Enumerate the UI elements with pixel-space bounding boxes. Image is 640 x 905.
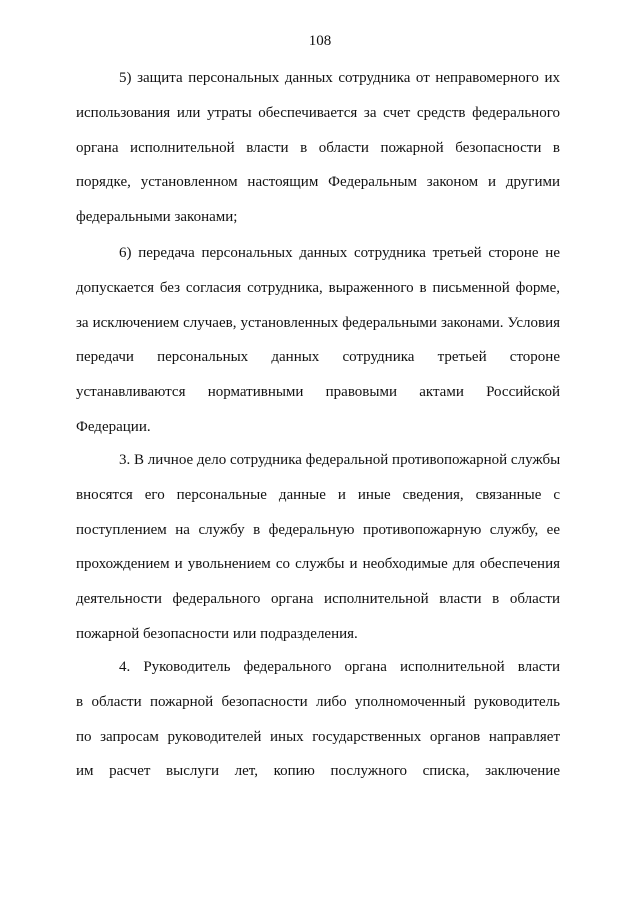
text-line: органа исполнительной власти в области пожарной безопасности в <box>76 139 560 156</box>
paragraph-personal-data-protection <box>76 67 560 241</box>
text-line: по запросам руководителей иных государственных органов направляет <box>76 728 560 745</box>
text-line: 4. Руководитель федерального органа исполнительной власти <box>119 659 560 675</box>
text-line: деятельности федерального органа исполнительной власти в области <box>76 591 560 608</box>
text-line: пожарной безопасности или подразделения. <box>76 625 358 642</box>
text-line: прохождением и увольнением со службы и необходимые для обеспечения <box>76 556 560 573</box>
text-line: 5) защита персональных данных сотрудника от неправомерного их <box>119 70 560 86</box>
text-line: им расчет выслуги лет, копию послужного списка, заключение <box>76 763 560 780</box>
text-line: передачи персональных данных сотрудника третьей стороне <box>76 349 560 366</box>
text-line: 3. В личное дело сотрудника федеральной противопожарной службы <box>119 452 561 468</box>
text-line: поступлением на службу в федеральную противопожарную службу, ее <box>76 521 560 538</box>
text-line: вносятся его персональные данные и иные сведения, связанные с <box>76 486 560 503</box>
text-line: в области пожарной безопасности либо уполномоченный руководитель <box>76 693 560 710</box>
text-line: 6) передача персональных данных сотрудника третьей стороне не <box>119 245 560 261</box>
text-line: порядке, установленном настоящим Федеральным законом и другими <box>76 174 560 191</box>
paragraph-personal-file <box>76 449 560 658</box>
page-number: 108 <box>308 33 332 49</box>
text-line: допускается без согласия сотрудника, выраженного в письменной форме, <box>76 279 560 296</box>
text-line: Федерации. <box>76 418 151 435</box>
paragraph-head-requests <box>76 656 560 795</box>
text-line: устанавливаются нормативными правовыми актами Российской <box>76 384 560 401</box>
text-line: за исключением случаев, установленных федеральными законами. Условия <box>76 314 560 331</box>
text-line: использования или утраты обеспечивается за счет средств федерального <box>76 104 560 121</box>
paragraph-data-transfer <box>76 242 560 451</box>
text-line: федеральными законами; <box>76 209 238 226</box>
